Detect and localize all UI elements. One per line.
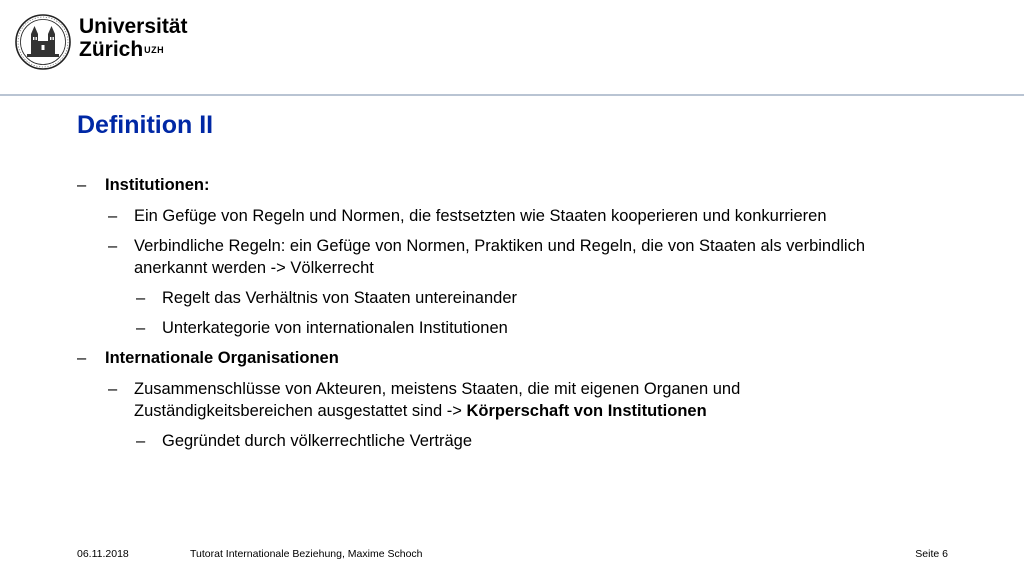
bullet-text: Ein Gefüge von Regeln und Normen, die festsetzten wie Staaten kooperieren und konkurrieren [134,207,827,225]
bullet-text-emphasis: Körperschaft von Institutionen [466,402,707,420]
header-divider [0,94,1024,96]
bullet-text-line2: Zuständigkeitsbereichen ausgestattet sind -> [134,402,467,420]
bullet-text-line1: Zusammenschlüsse von Akteuren, meistens Staaten, die mit eigenen Organen und [134,380,741,398]
bullet-text-line1: Verbindliche Regeln: ein Gefüge von Normen, Praktiken und Regeln, die von Staaten als verbindlich [134,237,866,255]
bullet-dash: – [77,349,87,367]
bullet-text: Regelt das Verhältnis von Staaten untereinander [162,289,517,307]
bullet-dash: – [108,380,118,398]
bullet-text: Internationale Organisationen [105,349,339,367]
university-name-line1: Universität [79,15,188,38]
footer-page-number: Seite 6 [915,548,948,560]
bullet-dash: – [108,237,118,255]
bullet-text: Gegründet durch völkerrechtliche Verträge [162,432,473,450]
university-city: Zürich [79,38,144,61]
bullet-dash: – [136,432,146,450]
footer-course: Tutorat Internationale Beziehung, Maxime Schoch [190,548,423,560]
slide-title: Definition II [77,111,214,139]
bullet-text [134,235,994,279]
bullet-dash: – [77,176,87,194]
bullet-text [134,378,994,422]
bullet-dash: – [136,319,146,337]
university-seal-logo [15,14,71,70]
footer-date: 06.11.2018 [77,548,129,560]
university-name-line2 [79,38,188,61]
bullet-dash: – [136,289,146,307]
bullet-text: Unterkategorie von internationalen Institutionen [162,319,508,337]
university-abbreviation: UZH [144,45,165,55]
bullet-text: Institutionen: [105,176,210,194]
bullet-text-line2: anerkannt werden -> Völkerrecht [134,259,374,277]
university-wordmark [79,15,188,61]
bullet-dash: – [108,207,118,225]
slide-header [0,0,1024,94]
